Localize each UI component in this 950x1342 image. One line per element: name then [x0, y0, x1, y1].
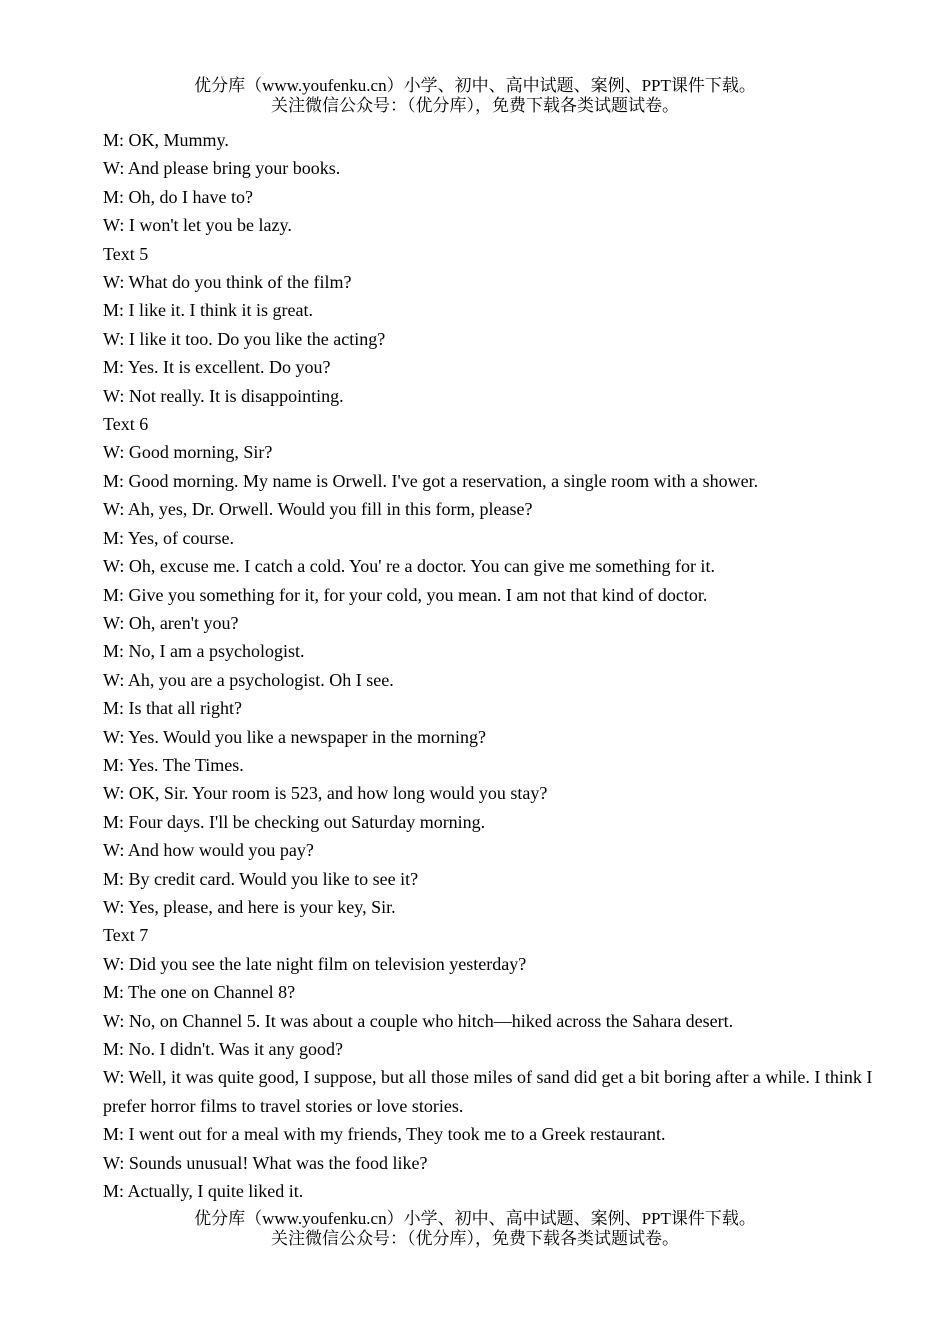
transcript-line: W: No, on Channel 5. It was about a couple who hitch—hiked across the Sahara desert. [103, 1010, 734, 1031]
transcript-line: M: Yes. It is excellent. Do you? [103, 357, 331, 378]
transcript-line: W: Sounds unusual! What was the food like? [103, 1152, 428, 1173]
transcript-line: W: Yes, please, and here is your key, Sir. [103, 896, 396, 917]
transcript-line: M: Is that all right? [103, 698, 242, 719]
transcript-line: W: Ah, you are a psychologist. Oh I see. [103, 669, 394, 690]
transcript-line: M: The one on Channel 8? [103, 982, 296, 1003]
transcript-body [103, 126, 873, 1205]
transcript-line: M: No, I am a psychologist. [103, 641, 305, 662]
transcript-line: M: I like it. I think it is great. [103, 300, 313, 321]
transcript-line: W: Did you see the late night film on television yesterday? [103, 953, 527, 974]
transcript-line: W: Oh, aren't you? [103, 612, 239, 633]
footer-line-1: 优分库（www.youfenku.cn）小学、初中、高中试题、案例、PPT课件下载。 [194, 1209, 756, 1228]
transcript-line: M: No. I didn't. Was it any good? [103, 1039, 343, 1059]
transcript-line: M: OK, Mummy. [103, 130, 229, 150]
page-footer [0, 1209, 950, 1249]
header-line-2: 关注微信公众号：（优分库），免费下载各类试题试卷。 [271, 96, 679, 115]
transcript-line: W: I won't let you be lazy. [103, 215, 292, 236]
transcript-line: M: Actually, I quite liked it. [103, 1181, 304, 1202]
header-line-1: 优分库（www.youfenku.cn）小学、初中、高中试题、案例、PPT课件下载。 [194, 76, 756, 95]
transcript-line: W: What do you think of the film? [103, 272, 352, 293]
transcript-line: M: Yes. The Times. [103, 754, 244, 775]
page-header [0, 76, 950, 116]
transcript-line: W: I like it too. Do you like the acting? [103, 328, 386, 349]
transcript-line: M: Yes, of course. [103, 527, 235, 548]
transcript-line: W: Well, it was quite good, I suppose, but all those miles of sand did get a bit boring after a while. I think I prefer horror films to travel stories or love stories. [103, 1067, 873, 1116]
transcript-line: M: Give you something for it, for your cold, you mean. I am not that kind of doctor. [103, 584, 708, 605]
transcript-line: W: And how would you pay? [103, 840, 314, 861]
section-heading-text-7: Text 7 [103, 925, 149, 946]
section-heading-text-6: Text 6 [103, 414, 149, 435]
transcript-line: M: By credit card. Would you like to see it? [103, 868, 419, 889]
transcript-line: M: I went out for a meal with my friends, They took me to a Greek restaurant. [103, 1124, 666, 1145]
transcript-line: M: Oh, do I have to? [103, 186, 253, 207]
transcript-line: W: OK, Sir. Your room is 523, and how long would you stay? [103, 783, 548, 804]
transcript-line: M: Four days. I'll be checking out Saturday morning. [103, 811, 486, 832]
section-heading-text-5: Text 5 [103, 243, 149, 264]
transcript-line: W: Ah, yes, Dr. Orwell. Would you fill in this form, please? [103, 499, 533, 520]
transcript-line: W: And please bring your books. [103, 158, 341, 179]
transcript-line: W: Not really. It is disappointing. [103, 385, 344, 406]
footer-line-2: 关注微信公众号：（优分库），免费下载各类试题试卷。 [271, 1229, 679, 1248]
transcript-line: W: Oh, excuse me. I catch a cold. You' re a doctor. You can give me something for it. [103, 556, 715, 577]
transcript-line: W: Good morning, Sir? [103, 442, 273, 463]
transcript-line: M: Good morning. My name is Orwell. I've got a reservation, a single room with a shower. [103, 470, 759, 491]
transcript-line: W: Yes. Would you like a newspaper in the morning? [103, 726, 486, 747]
